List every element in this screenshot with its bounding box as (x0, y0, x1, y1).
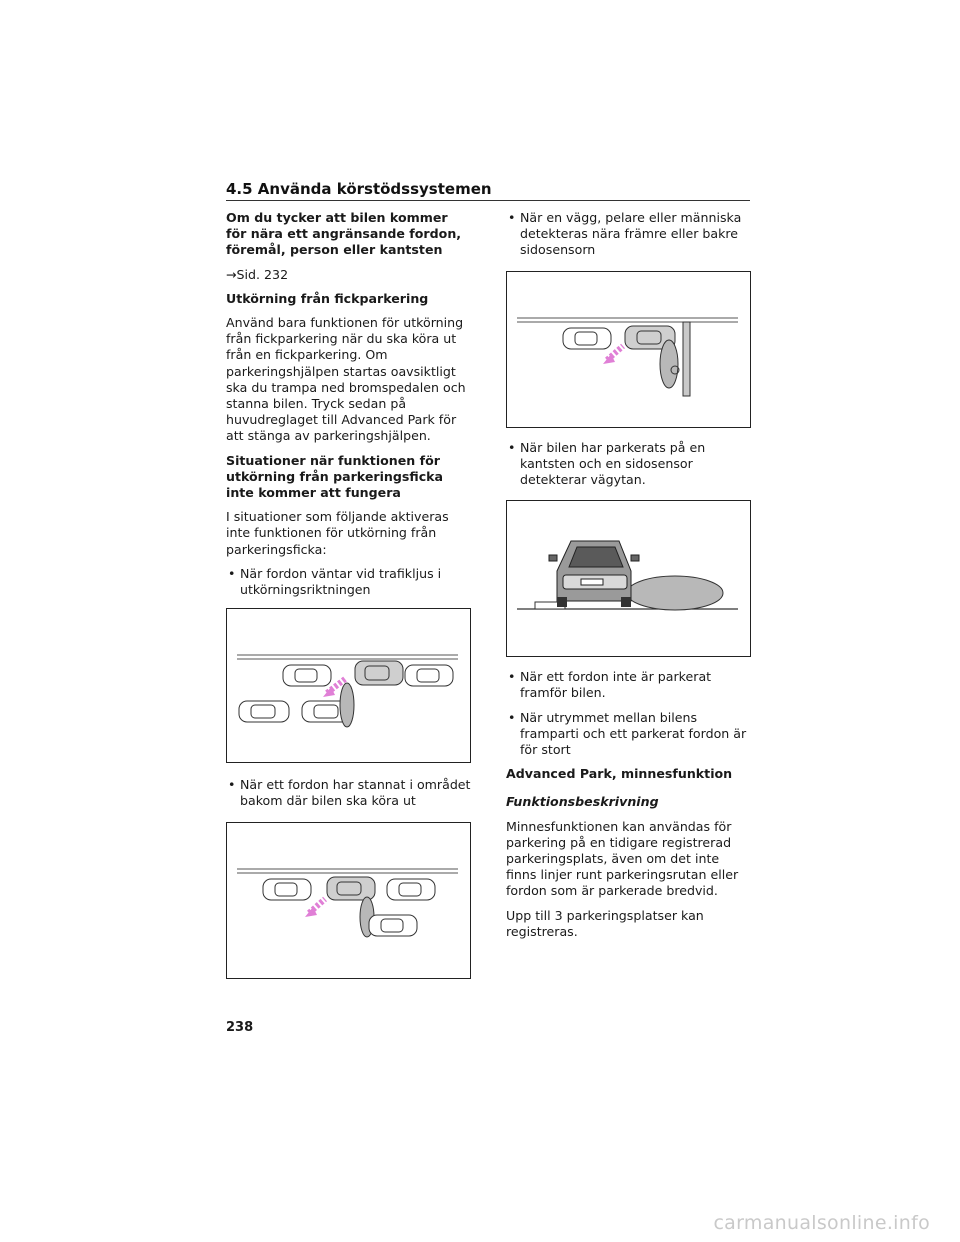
bullet-marker: • (508, 709, 516, 725)
sensor-area (627, 576, 723, 610)
bullet-marker: • (508, 439, 516, 455)
car-icon-highlight (327, 877, 375, 900)
subheading-function-description: Funktionsbeskrivning (506, 794, 659, 810)
list-item (506, 440, 752, 489)
car-icon (263, 879, 311, 900)
bullet-text: När bilen har parkerats på en kantsten och en sidosensor detekterar vägytan. (520, 439, 706, 488)
pillar (683, 322, 690, 396)
section-title: 4.5 Använda körstödssystemen (226, 180, 750, 201)
heading-pocket-exit: Utkörning från fickparkering (226, 290, 429, 306)
paragraph-memory-function: Minnesfunktionen kan användas för parkering på en tidigare registrerad parkeringsplats, även om det inte finns linjer runt parkeringsrutan eller fordon som är parkerade bredvid. (506, 818, 739, 899)
car-icon-highlight (355, 661, 403, 685)
car-icon (387, 879, 435, 900)
left-column (226, 210, 472, 979)
list-item (226, 777, 472, 809)
sensor-area (660, 340, 678, 388)
car-icon (283, 665, 331, 686)
bullet-marker: • (228, 777, 236, 793)
arrow-icon (305, 899, 325, 917)
car-rear-icon (549, 541, 639, 607)
illustration-curb (506, 500, 751, 657)
heading-too-close: Om du tycker att bilen kommer för nära ett angränsande fordon, föremål, person eller kantsten (226, 210, 462, 258)
right-column (506, 210, 752, 948)
bullet-text: När utrymmet mellan bilens framparti och ett parkerat fordon är för stort (520, 709, 747, 758)
illustration-vehicle-behind (226, 822, 471, 979)
illustration-wall-pillar (506, 271, 751, 428)
car-icon (369, 915, 417, 936)
bullet-text: När en vägg, pelare eller människa detekteras nära främre eller bakre sidosensorn (520, 210, 742, 258)
bullet-marker: • (228, 565, 236, 581)
list-item (506, 669, 752, 701)
page-reference-link[interactable]: →Sid. 232 (226, 266, 289, 282)
paragraph-pocket-exit: Använd bara funktionen för utkörning från fickparkering när du ska köra ut från en fickparkering. Om parkeringshjälpen startas oavsiktligt ska du trampa ned bromspedalen och stanna bilen. Tryck sedan på huvudreglaget till Advanced Park för att stänga av parkeringshjälpen. (226, 315, 466, 444)
list-item (506, 210, 752, 259)
list-item (506, 710, 752, 759)
watermark: carmanualsonline.info (713, 1212, 930, 1234)
sensor-area (340, 683, 354, 727)
list-item (226, 566, 472, 598)
car-icon (563, 328, 611, 349)
heading-not-working: Situationer när funktionen för utkörning från parkeringsficka inte kommer att fungera (226, 452, 444, 501)
bullet-text: När ett fordon har stannat i området bakom där bilen ska köra ut (240, 777, 471, 809)
paragraph-spots: Upp till 3 parkeringsplatser kan registreras. (506, 907, 704, 939)
bullet-text: När ett fordon inte är parkerat framför bilen. (520, 669, 712, 701)
illustration-waiting-vehicles (226, 608, 471, 763)
bullet-text: När fordon väntar vid trafikljus i utkörningsriktningen (240, 565, 442, 598)
bullet-marker: • (508, 210, 516, 225)
car-icon (405, 665, 453, 686)
bullet-marker: • (508, 669, 516, 685)
page-number: 238 (226, 1020, 254, 1035)
heading-memory-function: Advanced Park, minnesfunktion (506, 766, 733, 782)
paragraph-situations: I situationer som följande aktiveras inte funktionen för utkörning från parkeringsficka: (226, 509, 449, 557)
car-icon (239, 701, 289, 722)
